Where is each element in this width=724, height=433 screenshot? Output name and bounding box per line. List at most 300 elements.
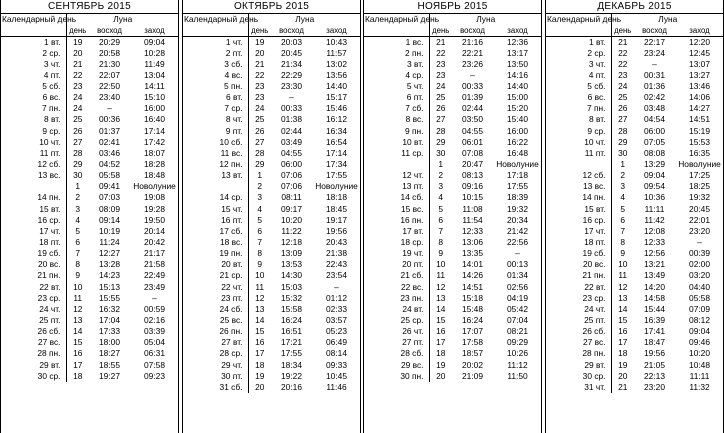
moonset-cell: 23:20 — [689, 225, 710, 236]
moonrise-cell: 01:38 — [281, 114, 302, 125]
moon-age-cell: 7 — [75, 248, 81, 259]
day-cell: 7 ср. — [182, 103, 248, 114]
day-cell: 21 ср. — [182, 270, 248, 281]
moonset-cell: 02:16 — [144, 314, 165, 325]
day-cell: 11 пт. — [0, 148, 66, 159]
moonrise-cell: 09:41 — [99, 181, 120, 192]
day-cell: 16 ср. — [0, 215, 66, 226]
moonrise-cell: 04:55 — [281, 147, 302, 158]
moonrise-cell: 11:54 — [462, 214, 483, 225]
moonrise-cell: 16:24 — [462, 314, 483, 325]
month-frame — [363, 0, 542, 433]
moon-age-cell: 19 — [436, 359, 446, 370]
moon-age-cell: 27 — [73, 136, 83, 147]
day-cell: 20 вт. — [182, 259, 248, 270]
moonrise-cell: 08:13 — [462, 170, 483, 181]
day-cell: 15 чт. — [182, 203, 248, 214]
moonset-cell: 16:34 — [326, 125, 347, 136]
moonrise-cell: 15:03 — [281, 281, 302, 292]
moonset-cell: 09:33 — [326, 359, 347, 370]
moon-age-cell: 27 — [618, 114, 628, 125]
moon-age-cell: 26 — [618, 103, 628, 114]
moon-age-cell: 14 — [436, 303, 446, 314]
moonrise-cell: 14:51 — [462, 281, 483, 292]
moonrise-cell: 16:24 — [281, 314, 302, 325]
day-cell: 21 сб. — [363, 270, 429, 281]
moonrise-cell: 00:36 — [99, 114, 120, 125]
day-cell: 8 вт. — [0, 114, 66, 125]
moon-age-cell: 29 — [73, 158, 83, 169]
day-cell: 28 пн. — [0, 348, 66, 359]
moon-age-cell: 1 — [620, 158, 626, 169]
day-cell: 24 сб. — [182, 304, 248, 315]
moonset-cell: 12:45 — [689, 47, 710, 58]
moon-age-cell: 15 — [436, 314, 446, 325]
calendar-day-header: Календарный день — [363, 13, 429, 36]
day-cell: 1 вт. — [0, 36, 66, 48]
moon-age-cell: 24 — [73, 92, 83, 103]
moonrise-cell: 05:58 — [99, 170, 120, 181]
moon-age-cell: 5 — [75, 225, 81, 236]
moonrise-header: восход — [271, 25, 312, 37]
day-cell: 20 вс. — [0, 259, 66, 270]
moon-age-cell: 4 — [438, 192, 444, 203]
moonrise-cell: 06:00 — [644, 125, 665, 136]
moon-age-cell: 10 — [255, 270, 265, 281]
moon-age-cell: 22 — [436, 47, 446, 58]
moonset-cell: 18:48 — [144, 170, 165, 181]
moonset-cell: 18:45 — [326, 203, 347, 214]
moonset-cell: 17:14 — [326, 147, 347, 158]
moon-age-cell: 19 — [255, 36, 265, 47]
moonrise-cell: 00:33 — [462, 80, 483, 91]
moon-age-cell: 28 — [436, 125, 446, 136]
day-cell: 30 ср. — [545, 371, 611, 382]
moonrise-cell: 20:29 — [99, 36, 120, 47]
day-cell: 9 ср. — [545, 125, 611, 136]
moonset-cell: 15:10 — [144, 92, 165, 103]
moonrise-cell: 12:27 — [99, 248, 120, 259]
day-cell: 18 пт. — [0, 237, 66, 248]
moonset-cell: – — [697, 236, 702, 247]
moonrise-cell: 12:18 — [281, 236, 302, 247]
moonrise-cell: 23:24 — [644, 47, 665, 58]
day-cell: 25 вс. — [182, 315, 248, 326]
moon-header: Луна — [113, 13, 133, 24]
moonrise-cell: 00:31 — [644, 69, 665, 80]
moonrise-cell: 10:15 — [462, 192, 483, 203]
moon-age-cell: 1 — [257, 170, 263, 181]
moon-age-cell: 7 — [257, 236, 263, 247]
day-cell: 16 пн. — [363, 215, 429, 226]
moon-age-cell: 8 — [620, 236, 626, 247]
moonrise-cell: 21:16 — [462, 36, 483, 47]
moon-age-cell: 5 — [257, 214, 263, 225]
month-panel — [545, 0, 724, 433]
moonset-cell: 14:27 — [689, 103, 710, 114]
moon-age-cell: 5 — [438, 203, 444, 214]
moon-age-cell: 12 — [436, 281, 446, 292]
moon-age-cell: 20 — [255, 381, 265, 392]
moon-age-cell: 7 — [620, 225, 626, 236]
moonset-cell: 18:25 — [689, 181, 710, 192]
moon-age-cell: 25 — [255, 114, 265, 125]
moonrise-cell: 20:02 — [462, 359, 483, 370]
moon-age-cell: 6 — [620, 214, 626, 225]
moonset-cell: 02:56 — [507, 281, 528, 292]
moonrise-cell: 19:56 — [644, 348, 665, 359]
moon-age-cell: 15 — [255, 326, 265, 337]
day-cell: 11 пт. — [545, 148, 611, 159]
moonset-cell: 17:42 — [144, 136, 165, 147]
day-cell: 19 сб. — [545, 248, 611, 259]
moonset-cell: 16:40 — [144, 114, 165, 125]
day-cell: 8 вс. — [363, 114, 429, 125]
moonset-cell: 22:56 — [507, 236, 528, 247]
moonrise-cell: 18:34 — [281, 359, 302, 370]
moon-age-cell: 14 — [73, 326, 83, 337]
moonset-cell: Новолуние — [496, 158, 539, 169]
moonrise-cell: 02:44 — [281, 125, 302, 136]
moonrise-cell: 13:28 — [99, 259, 120, 270]
moonset-cell: 07:58 — [144, 359, 165, 370]
month-title: ОКТЯБРЬ 2015 — [182, 0, 361, 13]
moon-age-cell: 18 — [255, 359, 265, 370]
day-cell: 4 пт. — [545, 70, 611, 81]
moonset-cell: 18:28 — [144, 158, 165, 169]
moonrise-cell: 14:26 — [462, 270, 483, 281]
moonset-cell: 16:48 — [507, 147, 528, 158]
moonrise-cell: 12:56 — [644, 248, 665, 259]
day-cell: 21 пн. — [0, 270, 66, 281]
moonrise-cell: 16:39 — [644, 314, 665, 325]
day-cell: 6 пт. — [363, 92, 429, 103]
day-cell: 8 вт. — [545, 114, 611, 125]
day-cell: 3 чт. — [545, 59, 611, 70]
moon-age-cell: 16 — [436, 326, 446, 337]
moonset-cell: 11:32 — [689, 381, 710, 392]
day-cell: 23 ср. — [545, 293, 611, 304]
moon-age-cell: 22 — [73, 69, 83, 80]
moonrise-cell: 23:26 — [462, 58, 483, 69]
moon-age-cell: 12 — [618, 281, 628, 292]
moonset-cell: 19:32 — [507, 203, 528, 214]
moonset-cell: 11:49 — [144, 58, 165, 69]
calendar-day-header: Календарный день — [0, 13, 66, 36]
moonset-cell: 23:49 — [144, 281, 165, 292]
moonset-cell: Новолуние — [678, 158, 721, 169]
moon-age-cell: 20 — [436, 370, 446, 381]
day-cell: 25 пт. — [0, 315, 66, 326]
moonrise-cell: 17:33 — [99, 326, 120, 337]
moonrise-cell: 23:30 — [281, 80, 302, 91]
moonrise-cell: 06:00 — [281, 158, 302, 169]
month-panel — [0, 0, 179, 433]
moonset-cell: 14:51 — [689, 114, 710, 125]
moon-age-cell: 11 — [255, 281, 265, 292]
moonset-cell: 18:07 — [144, 147, 165, 158]
moon-age-cell: 26 — [255, 125, 265, 136]
moonrise-cell: 10:36 — [644, 192, 665, 203]
moonset-cell: 00:13 — [507, 259, 528, 270]
moon-age-cell: 17 — [436, 337, 446, 348]
moonrise-cell: 03:50 — [462, 114, 483, 125]
day-cell: 6 вс. — [0, 92, 66, 103]
moonrise-cell: 13:49 — [644, 270, 665, 281]
moonset-cell: 04:19 — [507, 292, 528, 303]
moonrise-cell: 18:55 — [99, 359, 120, 370]
moonrise-cell: 16:51 — [281, 326, 302, 337]
day-cell: 11 ср. — [363, 148, 429, 159]
moonset-cell: 05:42 — [507, 303, 528, 314]
moonrise-cell: – — [289, 92, 294, 103]
moon-age-cell: 28 — [73, 147, 83, 158]
moonset-cell: 19:32 — [689, 192, 710, 203]
day-cell: 31 чт. — [545, 382, 611, 393]
moonset-cell: 18:18 — [326, 192, 347, 203]
moonrise-header: восход — [634, 25, 675, 37]
moonrise-cell: 07:03 — [99, 192, 120, 203]
moonrise-cell: 13:35 — [462, 248, 483, 259]
month-panel — [363, 0, 542, 433]
moonset-cell: 15:40 — [507, 114, 528, 125]
day-cell: 9 ср. — [0, 125, 66, 136]
moon-age-cell: 16 — [618, 326, 628, 337]
moon-age-cell: 2 — [257, 181, 263, 192]
moonset-cell: 13:50 — [507, 58, 528, 69]
moon-age-cell: 23 — [436, 58, 446, 69]
moon-age-cell: 17 — [255, 348, 265, 359]
day-cell: 26 сб. — [0, 326, 66, 337]
moon-age-cell: 16 — [73, 348, 83, 359]
moonrise-cell: 15:58 — [281, 303, 302, 314]
moonrise-cell: 15:32 — [281, 292, 302, 303]
day-cell: 30 ср. — [0, 371, 66, 382]
moonrise-cell: 15:44 — [644, 303, 665, 314]
moonrise-cell: 14:30 — [281, 270, 302, 281]
moonset-cell: 09:46 — [689, 337, 710, 348]
moon-age-header: день — [248, 25, 271, 37]
moonset-cell: 12:20 — [689, 36, 710, 47]
moonrise-cell: 21:09 — [462, 370, 483, 381]
moon-age-cell: 7 — [438, 225, 444, 236]
moonset-cell: 20:14 — [144, 225, 165, 236]
moonrise-cell: 19:27 — [99, 370, 120, 381]
day-cell: 29 вт. — [0, 359, 66, 370]
day-cell: 17 вт. — [363, 226, 429, 237]
moonset-cell: 08:14 — [326, 348, 347, 359]
day-cell: 26 чт. — [363, 326, 429, 337]
moon-age-cell: 30 — [73, 170, 83, 181]
day-cell: 3 сб. — [182, 59, 248, 70]
moon-age-cell: 1 — [75, 181, 81, 192]
moonrise-cell: 10:19 — [99, 225, 120, 236]
moonset-cell: 13:17 — [507, 47, 528, 58]
moonrise-cell: 04:55 — [462, 125, 483, 136]
moonrise-header: восход — [89, 25, 130, 37]
day-cell: 30 пт. — [182, 371, 248, 382]
moonrise-cell: 21:34 — [281, 58, 302, 69]
moonrise-cell: 02:44 — [462, 103, 483, 114]
moonrise-cell: 12:33 — [644, 236, 665, 247]
moonrise-cell: 01:39 — [462, 92, 483, 103]
moonset-cell: 15:17 — [326, 92, 347, 103]
moon-age-cell: 11 — [436, 270, 446, 281]
moon-age-cell: 25 — [73, 114, 83, 125]
moonrise-cell: 13:09 — [281, 248, 302, 259]
moonset-cell: 23:54 — [326, 270, 347, 281]
moonset-cell: – — [515, 248, 520, 259]
day-cell: 14 пн. — [0, 192, 66, 203]
moon-age-cell: 23 — [255, 92, 265, 103]
moonset-cell: 07:04 — [507, 314, 528, 325]
moonrise-cell: 07:08 — [462, 147, 483, 158]
moonrise-cell: 19:22 — [281, 370, 302, 381]
moon-age-cell: 24 — [73, 103, 83, 114]
moonset-header: заход — [675, 25, 724, 37]
day-cell: 6 вс. — [545, 92, 611, 103]
moonrise-cell: 00:33 — [281, 103, 302, 114]
moonrise-cell: 10:20 — [281, 214, 302, 225]
moonset-cell: 22:01 — [689, 214, 710, 225]
moon-age-cell: 23 — [436, 69, 446, 80]
moon-age-cell: 27 — [255, 136, 265, 147]
day-cell: 29 вт. — [545, 359, 611, 370]
moon-age-cell: 10 — [436, 259, 446, 270]
day-cell: 23 пт. — [182, 293, 248, 304]
moon-age-cell: 26 — [436, 103, 446, 114]
moonrise-cell: 01:37 — [99, 125, 120, 136]
moonrise-cell: 13:06 — [462, 236, 483, 247]
moonrise-cell: 13:21 — [644, 259, 665, 270]
day-cell: 13 пт. — [363, 181, 429, 192]
day-cell: 27 вс. — [0, 337, 66, 348]
moon-age-cell: 21 — [436, 36, 446, 47]
day-cell: 24 чт. — [0, 304, 66, 315]
moonrise-cell: 17:55 — [281, 348, 302, 359]
moonset-cell: 20:34 — [507, 214, 528, 225]
moon-age-cell: 5 — [620, 203, 626, 214]
moonset-cell: 19:17 — [326, 214, 347, 225]
moonrise-cell: 14:23 — [99, 270, 120, 281]
day-cell: 28 сб. — [363, 348, 429, 359]
moonrise-cell: 18:47 — [644, 337, 665, 348]
moonrise-cell: 17:41 — [644, 326, 665, 337]
moonset-cell: 01:34 — [507, 270, 528, 281]
day-cell: 12 чт. — [363, 170, 429, 181]
moonrise-cell: 12:08 — [644, 225, 665, 236]
day-cell: 25 ср. — [363, 315, 429, 326]
moon-age-cell: 16 — [255, 337, 265, 348]
moon-age-cell: 20 — [618, 370, 628, 381]
day-cell: 14 пн. — [545, 192, 611, 203]
moon-age-header: день — [66, 25, 89, 37]
calendar-day-header: Календарный день — [545, 13, 611, 36]
moon-age-cell: 23 — [255, 80, 265, 91]
day-cell: 1 вс. — [363, 36, 429, 48]
moonrise-cell: 14:20 — [644, 281, 665, 292]
moonset-cell: 17:18 — [507, 170, 528, 181]
moon-age-cell: 13 — [436, 292, 446, 303]
moon-age-cell: 28 — [255, 147, 265, 158]
moonrise-cell: 09:54 — [644, 181, 665, 192]
day-cell: 4 пт. — [0, 70, 66, 81]
moonrise-cell: 22:29 — [281, 69, 302, 80]
moonset-cell: 06:31 — [144, 348, 165, 359]
moon-age-cell: 25 — [618, 92, 628, 103]
day-cell: 20 пт. — [363, 259, 429, 270]
day-cell: 21 пн. — [545, 270, 611, 281]
moon-age-cell: 3 — [438, 181, 444, 192]
moonset-cell: 14:11 — [144, 80, 165, 91]
moon-age-cell: 17 — [73, 359, 83, 370]
day-cell: 13 вт. — [182, 170, 248, 181]
day-cell: 10 чт. — [0, 137, 66, 148]
moonset-cell: 00:59 — [144, 303, 165, 314]
moon-age-cell: 21 — [618, 36, 628, 47]
day-cell: 12 пн. — [182, 159, 248, 170]
moon-age-cell: 13 — [255, 303, 265, 314]
day-cell: 17 чт. — [545, 226, 611, 237]
moonrise-cell: – — [652, 58, 657, 69]
moonset-cell: 03:57 — [326, 314, 347, 325]
moonrise-cell: 23:40 — [99, 92, 120, 103]
day-cell: 4 ср. — [363, 70, 429, 81]
moonset-cell: 08:12 — [689, 314, 710, 325]
moonset-cell: 10:43 — [326, 36, 347, 47]
day-cell: 28 пн. — [545, 348, 611, 359]
moonrise-cell: 07:06 — [281, 170, 302, 181]
moon-age-header: день — [429, 25, 452, 37]
moonrise-cell: 08:08 — [644, 147, 665, 158]
moonrise-cell: 11:08 — [462, 203, 483, 214]
moonset-cell: 13:46 — [689, 80, 710, 91]
moon-age-cell: 15 — [618, 314, 628, 325]
moonset-cell: 21:58 — [144, 259, 165, 270]
moonrise-cell: 07:05 — [644, 136, 665, 147]
day-cell: 15 вс. — [363, 203, 429, 214]
moon-age-cell: 13 — [73, 314, 83, 325]
day-cell: 15 вт. — [0, 203, 66, 214]
moonrise-cell: 09:16 — [462, 181, 483, 192]
moonrise-cell: 14:01 — [462, 259, 483, 270]
day-cell: 22 вт. — [0, 281, 66, 292]
moon-age-cell: 8 — [75, 259, 81, 270]
moonrise-cell: 22:50 — [99, 80, 120, 91]
moonset-cell: 16:00 — [507, 125, 528, 136]
moonset-cell: 10:48 — [689, 359, 710, 370]
day-cell: 2 пт. — [182, 48, 248, 59]
moonset-cell: 11:57 — [326, 47, 347, 58]
moonset-cell: 15:19 — [689, 125, 710, 136]
moonrise-cell: 20:16 — [281, 381, 302, 392]
day-cell: 13 вс. — [545, 181, 611, 192]
moonset-cell: 11:12 — [507, 359, 528, 370]
moonset-header: заход — [130, 25, 179, 37]
moonrise-cell: 21:05 — [644, 359, 665, 370]
moonrise-cell: 04:52 — [99, 158, 120, 169]
moon-age-cell: 19 — [618, 359, 628, 370]
moonrise-cell: 11:22 — [281, 225, 302, 236]
moonrise-cell: – — [107, 103, 112, 114]
moonset-cell: 15:53 — [689, 136, 710, 147]
moon-age-cell: 6 — [75, 236, 81, 247]
moon-age-cell: 9 — [75, 270, 81, 281]
moon-age-cell: 22 — [618, 58, 628, 69]
moonset-cell: 10:28 — [144, 47, 165, 58]
moonrise-cell: 22:17 — [644, 36, 665, 47]
day-cell: 4 вс. — [182, 70, 248, 81]
